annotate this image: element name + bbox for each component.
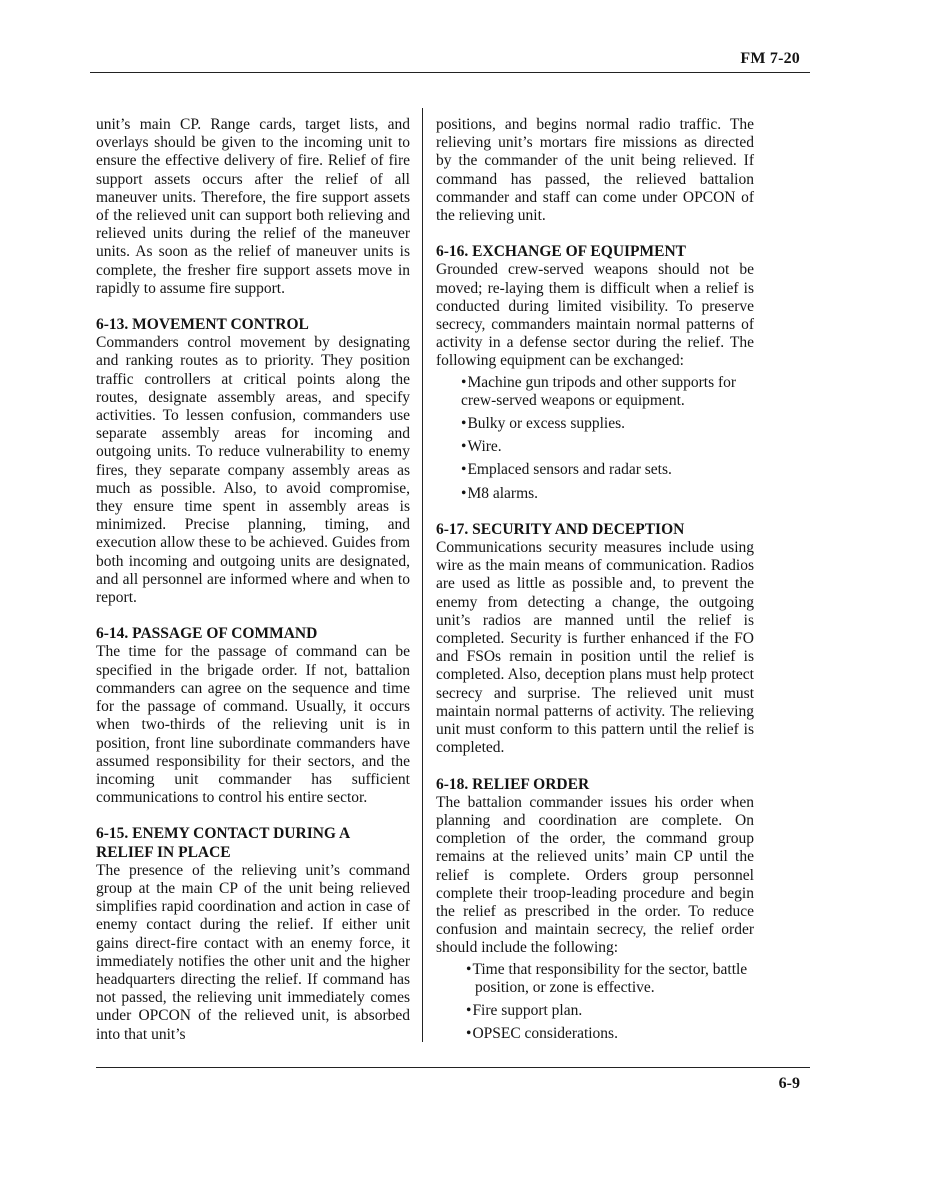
list-item: • OPSEC considerations. — [466, 1025, 754, 1043]
left-column — [96, 116, 410, 1062]
list-item: • Emplaced sensors and radar sets. — [461, 461, 754, 479]
right-column — [436, 116, 754, 1061]
section-6-16 — [436, 243, 754, 503]
footer-rule — [96, 1067, 810, 1068]
paragraph: The battalion commander issues his order when planning and coordination are complete. On completion of the order, the command group remains at the relieved units’ main CP until the relief is complete. Orders group personnel complete their troop-leading procedure and begin the relief as prescribed in the order. To reduce confusion and maintain secrecy, the relief order should include the following: — [436, 793, 754, 957]
section-heading: 6-13. MOVEMENT CONTROL — [96, 316, 309, 334]
list-item: • Time that responsibility for the sector, battle position, or zone is effective. — [466, 961, 754, 997]
paragraph: positions, and begins normal radio traffic. The relieving unit’s mortars fire missions as directed by the commander of the unit being relieved. If command has passed, the relieved battalion commander and staff can come under OPCON of the relieving unit. — [436, 116, 754, 225]
section-6-13 — [96, 316, 410, 607]
list-item: • Wire. — [461, 438, 754, 456]
equipment-list — [436, 374, 754, 503]
section-heading: 6-14. PASSAGE OF COMMAND — [96, 625, 318, 643]
list-item: • M8 alarms. — [461, 485, 754, 503]
section-6-18 — [436, 776, 754, 1044]
section-heading-line: RELIEF IN PLACE — [96, 843, 231, 861]
paragraph: Grounded crew-served weapons should not be moved; re-laying them is difficult when a relief is conducted during limited visibility. To preserve secrecy, commanders maintain normal patterns of activity in a defense sector during the relief. The following equipment can be exchanged: — [436, 261, 754, 370]
section-6-17 — [436, 521, 754, 758]
section-heading — [96, 825, 410, 861]
paragraph: Communications security measures include using wire as the main means of communication. Radios are used as little as possible and, to prevent the enemy from detecting a change, the outgoing unit’s radios are manned until the relief is completed. Security is further enhanced if the FO and FSOs remain in position until the relief is completed. Also, deception plans must help protect secrecy and surprise. The relieved unit must maintain normal patterns of activity. The relieving unit must conform to this pattern until the relief is completed. — [436, 539, 754, 757]
section-heading-line: 6-15. ENEMY CONTACT DURING A — [96, 825, 351, 843]
header-rule — [90, 72, 810, 73]
column-divider — [422, 108, 423, 1042]
list-item: • Fire support plan. — [466, 1002, 754, 1020]
section-heading: 6-17. SECURITY AND DECEPTION — [436, 520, 685, 538]
paragraph: The presence of the relieving unit’s command group at the main CP of the unit being relieved simplifies rapid coordination and action in case of enemy contact during the relief. If either unit gains direct-fire contact with an enemy force, it immediately notifies the other unit and the higher headquarters directing the relief. If command has not passed, the relieving unit immediately comes under OPCON of the relieved unit, is absorbed into that unit’s — [96, 861, 410, 1043]
list-item: • Machine gun tripods and other supports for crew-served weapons or equipment. — [461, 374, 754, 410]
paragraph: The time for the passage of command can be specified in the brigade order. If not, battalion commanders can agree on the sequence and time for the passage of command. Usually, it occurs when two-thirds of the relieving unit is in position, front line subordinate commanders have assumed responsibility for their sectors, and the incoming unit commander has sufficient communications to control his entire sector. — [96, 643, 410, 807]
list-item: • Bulky or excess supplies. — [461, 415, 754, 433]
continued-paragraph — [436, 116, 754, 225]
relief-order-list — [436, 961, 754, 1044]
section-heading: 6-16. EXCHANGE OF EQUIPMENT — [436, 243, 687, 261]
section-heading: 6-18. RELIEF ORDER — [436, 775, 590, 793]
section-6-14 — [96, 625, 410, 807]
section-6-15 — [96, 825, 410, 1043]
continued-paragraph — [96, 116, 410, 298]
page-number: 6-9 — [778, 1075, 800, 1092]
paragraph: unit’s main CP. Range cards, target lists, and overlays should be given to the incoming unit to ensure the effective delivery of fire. Relief of fire support assets occurs after the relief of all maneuver units. Therefore, the fire support assets of the relieved unit can support both relieving and relieved units during the relief of the maneuver units. As soon as the relief of maneuver units is complete, the fresher fire support assets move in rapidly to assume fire support. — [96, 116, 410, 297]
manual-designation: FM 7-20 — [740, 50, 800, 67]
paragraph: Commanders control movement by designating and ranking routes as to priority. They position traffic controllers at critical points along the routes, designate assembly areas, and specify activities. To lessen confusion, commanders use separate assembly areas for incoming and outgoing units. To reduce vulnerability to enemy fires, they separate company assembly areas as much as possible. Also, to avoid compromise, they ensure time spent in assembly areas is minimized. Precise planning, timing, and execution allow these to be achieved. Guides from both incoming and outgoing units are designated, and all personnel are informed where and when to report. — [96, 334, 410, 607]
